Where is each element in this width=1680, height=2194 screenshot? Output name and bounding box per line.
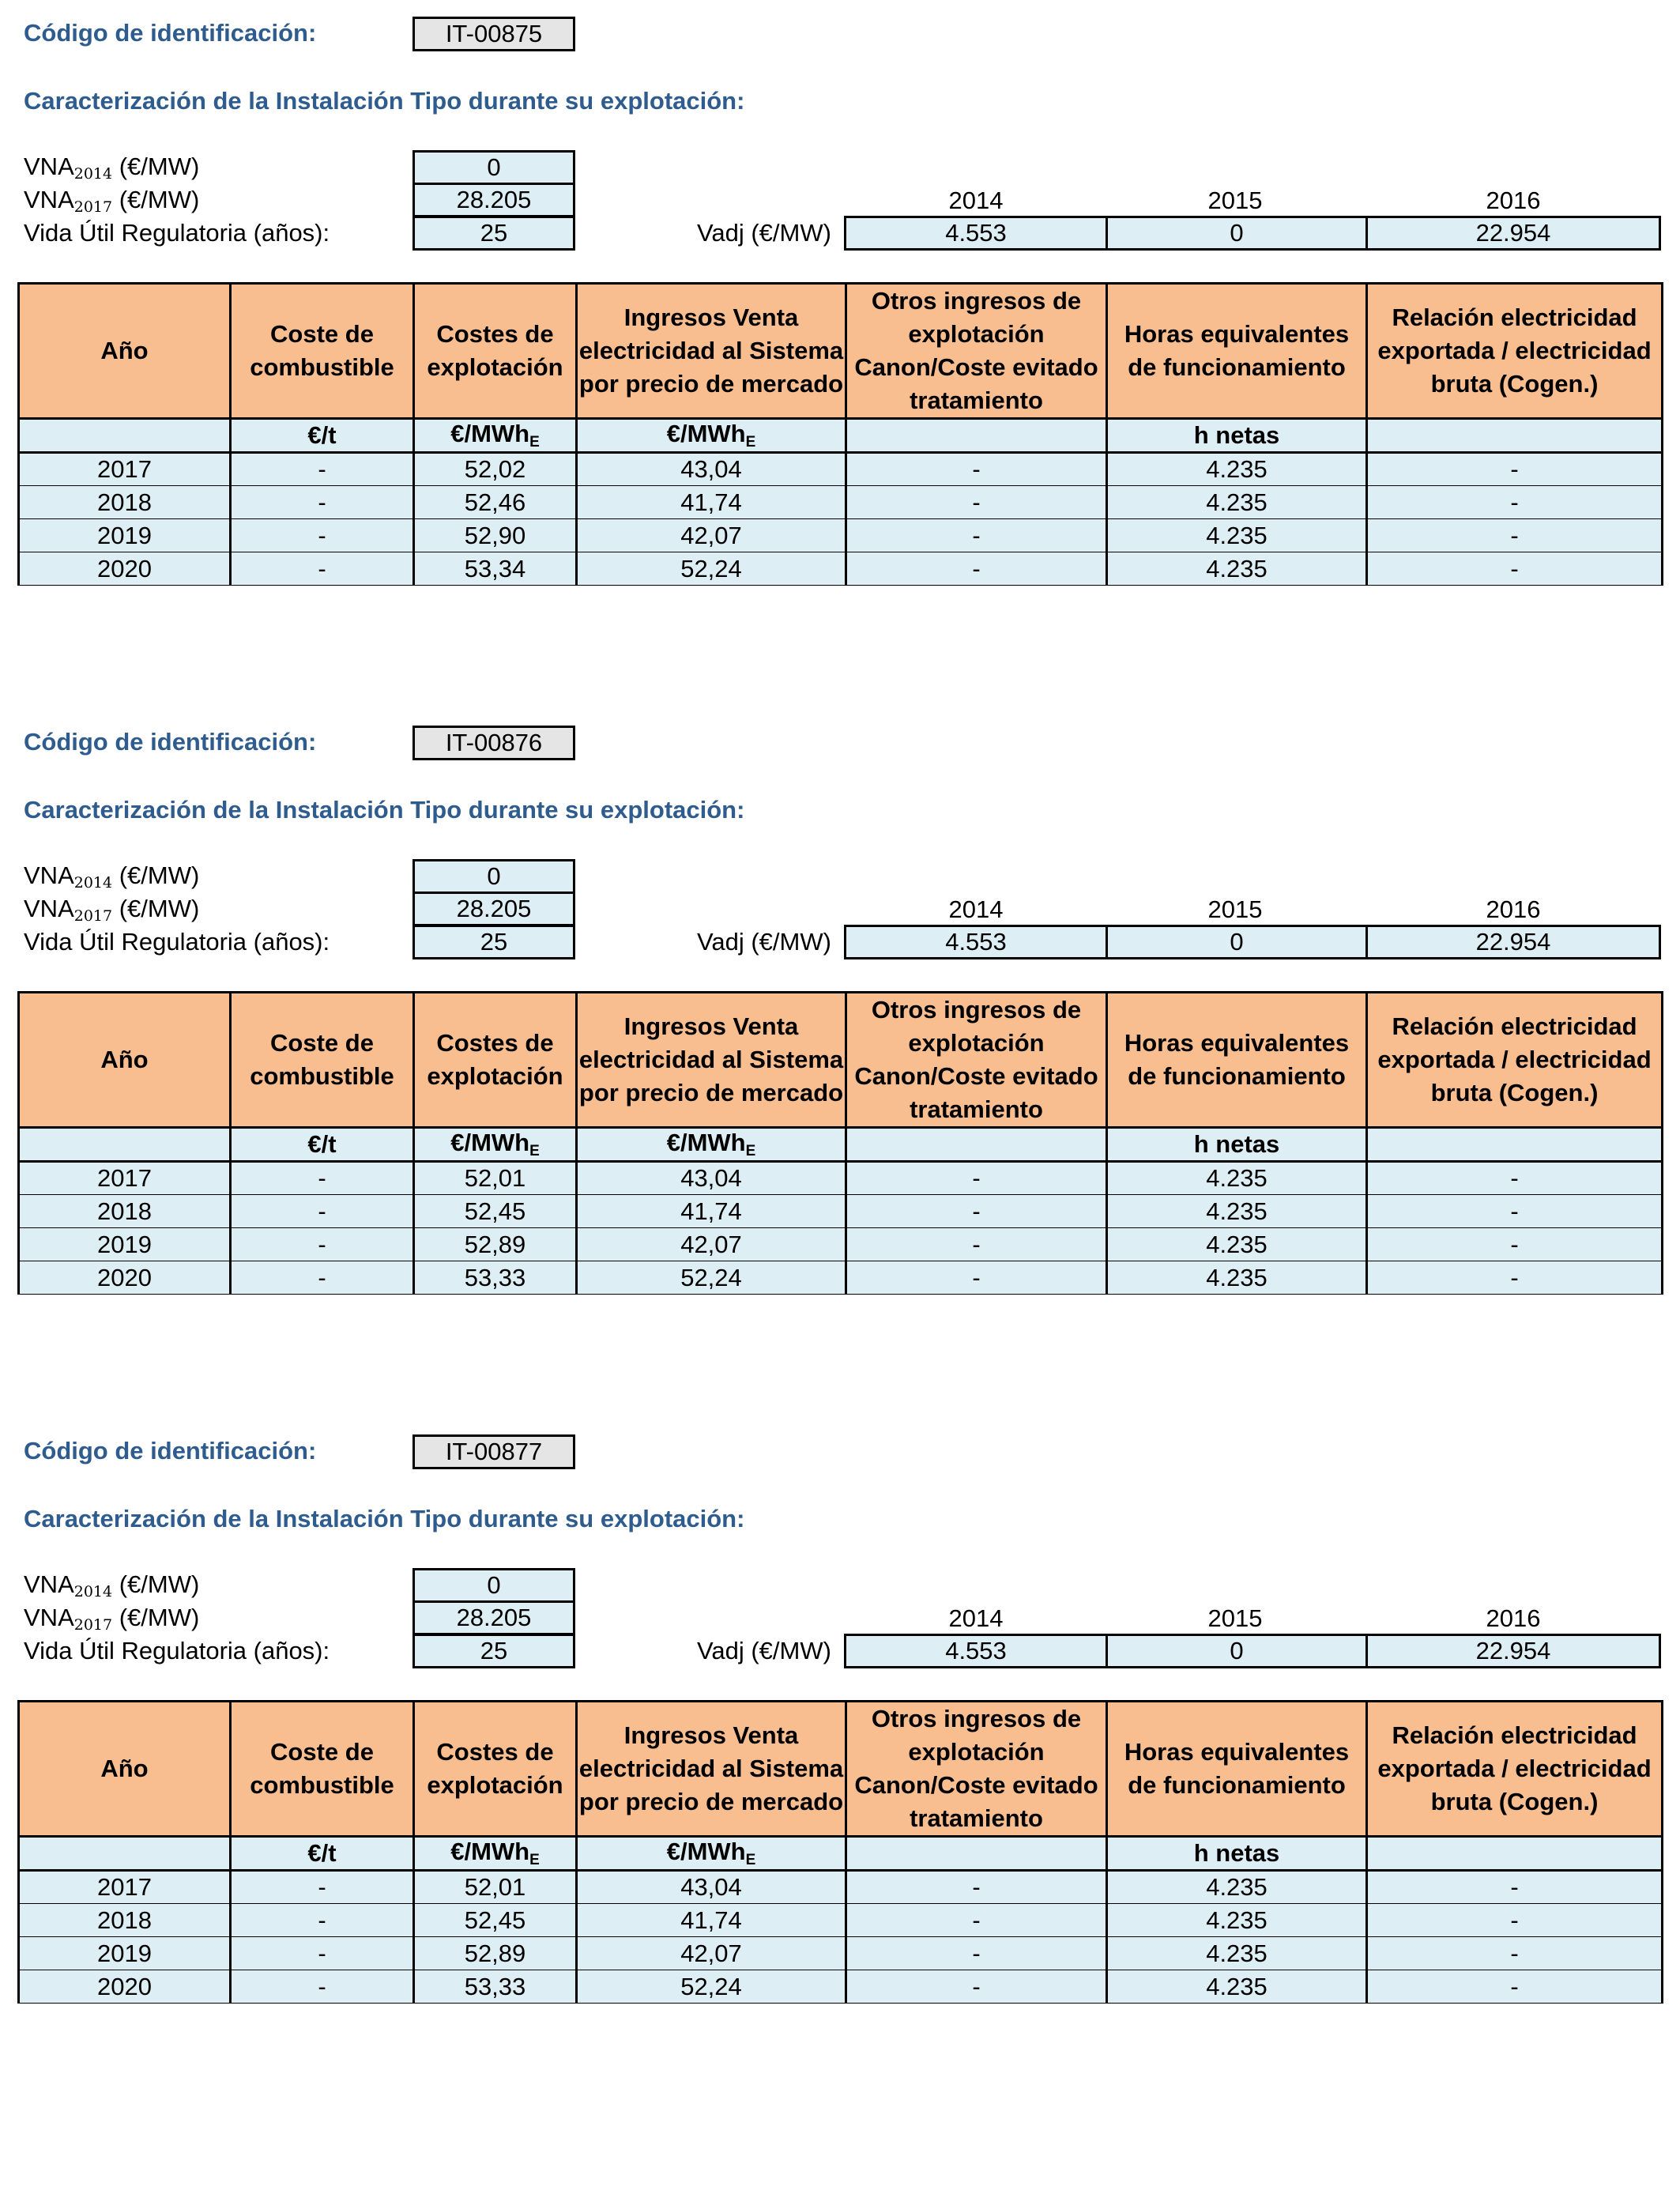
unit-relacion xyxy=(1367,1837,1663,1871)
cell-ingresos: 41,74 xyxy=(577,1195,846,1228)
vadj-2015-value: 0 xyxy=(1106,1634,1368,1668)
unit-combustible: €/t xyxy=(231,419,414,453)
cell-horas: 4.235 xyxy=(1107,1228,1367,1261)
vadj-2016-value: 22.954 xyxy=(1365,216,1661,251)
table-row xyxy=(19,552,1663,586)
cell-ingresos: 52,24 xyxy=(577,1261,846,1295)
unit-combustible: €/t xyxy=(231,1837,414,1871)
cell-otros: - xyxy=(846,1195,1107,1228)
vadj-2016-value: 22.954 xyxy=(1365,925,1661,959)
cell-explotacion: 52,02 xyxy=(414,453,577,486)
cell-horas: 4.235 xyxy=(1107,1195,1367,1228)
vna2014-value: 0 xyxy=(412,1568,575,1603)
cell-otros: - xyxy=(846,1261,1107,1295)
cell-explotacion: 53,33 xyxy=(414,1970,577,2004)
cell-anio: 2017 xyxy=(19,1162,231,1195)
vida-util-label: Vida Útil Regulatoria (años): xyxy=(24,1637,330,1664)
table-row xyxy=(19,1162,1663,1195)
cell-combustible: - xyxy=(231,1904,414,1937)
cell-ingresos: 43,04 xyxy=(577,453,846,486)
vadj-year-2016: 2016 xyxy=(1486,1604,1541,1632)
cell-explotacion: 52,89 xyxy=(414,1937,577,1970)
caracterizacion-heading: Caracterización de la Instalación Tipo durante su explotación: xyxy=(24,796,745,824)
cell-relacion: - xyxy=(1367,519,1663,552)
codigo-value: IT-00876 xyxy=(412,726,575,760)
cell-explotacion: 52,89 xyxy=(414,1228,577,1261)
codigo-value: IT-00875 xyxy=(412,17,575,51)
vida-util-value: 25 xyxy=(412,925,575,959)
table-row xyxy=(19,1261,1663,1295)
vadj-2015-value: 0 xyxy=(1106,925,1368,959)
unit-anio xyxy=(19,1128,231,1162)
cell-horas: 4.235 xyxy=(1107,1970,1367,2004)
vna2017-label: $VNA_{2017}$ (€/MW) xyxy=(24,186,200,216)
cell-relacion: - xyxy=(1367,1904,1663,1937)
vna2017-value: 28.205 xyxy=(412,1600,575,1635)
cell-otros: - xyxy=(846,552,1107,586)
unit-otros xyxy=(846,419,1107,453)
cell-explotacion: 52,90 xyxy=(414,519,577,552)
cell-relacion: - xyxy=(1367,1937,1663,1970)
explotacion-table xyxy=(17,1700,1663,2004)
cell-horas: 4.235 xyxy=(1107,1261,1367,1295)
header-horas-equivalentes: Horas equivalentes de funcionamiento xyxy=(1107,284,1367,419)
cell-horas: 4.235 xyxy=(1107,1904,1367,1937)
unit-relacion xyxy=(1367,419,1663,453)
codigo-label: Código de identificación: xyxy=(24,728,317,756)
header-otros-ingresos: Otros ingresos de explotación Canon/Coste evitado tratamiento xyxy=(846,1702,1107,1837)
vadj-2016-value: 22.954 xyxy=(1365,1634,1661,1668)
cell-combustible: - xyxy=(231,1195,414,1228)
cell-otros: - xyxy=(846,1937,1107,1970)
cell-combustible: - xyxy=(231,1970,414,2004)
header-anio: Año xyxy=(19,1702,231,1837)
table-header-row xyxy=(19,284,1663,419)
codigo-label: Código de identificación: xyxy=(24,19,317,47)
cell-anio: 2020 xyxy=(19,1261,231,1295)
header-otros-ingresos: Otros ingresos de explotación Canon/Coste evitado tratamiento xyxy=(846,284,1107,419)
cell-anio: 2017 xyxy=(19,1871,231,1904)
header-coste-combustible: Coste de combustible xyxy=(231,1702,414,1837)
unit-combustible: €/t xyxy=(231,1128,414,1162)
table-row xyxy=(19,1195,1663,1228)
header-ingresos-venta: Ingresos Venta electricidad al Sistema por precio de mercado xyxy=(577,284,846,419)
unit-explotacion: €/MWh$_E$ xyxy=(414,1837,577,1871)
caracterizacion-heading: Caracterización de la Instalación Tipo durante su explotación: xyxy=(24,1505,745,1532)
cell-ingresos: 43,04 xyxy=(577,1871,846,1904)
unit-horas: h netas xyxy=(1107,1128,1367,1162)
cell-anio: 2020 xyxy=(19,1970,231,2004)
header-horas-equivalentes: Horas equivalentes de funcionamiento xyxy=(1107,993,1367,1128)
vna2014-label: $VNA_{2014}$ (€/MW) xyxy=(24,153,200,183)
table-row xyxy=(19,486,1663,519)
caracterizacion-heading: Caracterización de la Instalación Tipo durante su explotación: xyxy=(24,87,745,115)
cell-otros: - xyxy=(846,1871,1107,1904)
cell-combustible: - xyxy=(231,486,414,519)
cell-ingresos: 42,07 xyxy=(577,519,846,552)
cell-horas: 4.235 xyxy=(1107,453,1367,486)
vida-util-label: Vida Útil Regulatoria (años): xyxy=(24,219,330,247)
header-relacion: Relación electricidad exportada / electricidad bruta (Cogen.) xyxy=(1367,284,1663,419)
cell-combustible: - xyxy=(231,552,414,586)
header-ingresos-venta: Ingresos Venta electricidad al Sistema por precio de mercado xyxy=(577,993,846,1128)
table-header-row xyxy=(19,993,1663,1128)
vadj-year-2015: 2015 xyxy=(1207,187,1263,214)
cell-ingresos: 43,04 xyxy=(577,1162,846,1195)
unit-horas: h netas xyxy=(1107,419,1367,453)
header-coste-combustible: Coste de combustible xyxy=(231,993,414,1128)
table-units-row xyxy=(19,419,1663,453)
vna2017-value: 28.205 xyxy=(412,892,575,926)
cell-ingresos: 42,07 xyxy=(577,1228,846,1261)
cell-anio: 2018 xyxy=(19,1904,231,1937)
cell-relacion: - xyxy=(1367,1871,1663,1904)
table-row xyxy=(19,1228,1663,1261)
cell-combustible: - xyxy=(231,1228,414,1261)
cell-relacion: - xyxy=(1367,1195,1663,1228)
cell-horas: 4.235 xyxy=(1107,1162,1367,1195)
vadj-year-2014: 2014 xyxy=(948,1604,1004,1632)
header-relacion: Relación electricidad exportada / electricidad bruta (Cogen.) xyxy=(1367,993,1663,1128)
cell-anio: 2019 xyxy=(19,1937,231,1970)
codigo-label: Código de identificación: xyxy=(24,1437,317,1465)
table-row xyxy=(19,519,1663,552)
cell-relacion: - xyxy=(1367,1261,1663,1295)
header-costes-explotacion: Costes de explotación xyxy=(414,284,577,419)
cell-combustible: - xyxy=(231,1261,414,1295)
cell-relacion: - xyxy=(1367,1228,1663,1261)
vida-util-value: 25 xyxy=(412,1634,575,1668)
header-ingresos-venta: Ingresos Venta electricidad al Sistema por precio de mercado xyxy=(577,1702,846,1837)
cell-relacion: - xyxy=(1367,486,1663,519)
cell-horas: 4.235 xyxy=(1107,519,1367,552)
vadj-2014-value: 4.553 xyxy=(844,1634,1108,1668)
vna2014-label: $VNA_{2014}$ (€/MW) xyxy=(24,1570,200,1600)
cell-ingresos: 41,74 xyxy=(577,1904,846,1937)
vadj-year-2016: 2016 xyxy=(1486,187,1541,214)
header-coste-combustible: Coste de combustible xyxy=(231,284,414,419)
vadj-year-2015: 2015 xyxy=(1207,895,1263,923)
cell-combustible: - xyxy=(231,519,414,552)
table-row xyxy=(19,1937,1663,1970)
vna2014-value: 0 xyxy=(412,150,575,185)
vna2014-value: 0 xyxy=(412,859,575,894)
cell-explotacion: 52,01 xyxy=(414,1871,577,1904)
cell-otros: - xyxy=(846,1228,1107,1261)
header-relacion: Relación electricidad exportada / electricidad bruta (Cogen.) xyxy=(1367,1702,1663,1837)
installation-block xyxy=(0,1418,1680,2019)
vna2017-label: $VNA_{2017}$ (€/MW) xyxy=(24,1604,200,1634)
table-row xyxy=(19,1904,1663,1937)
unit-horas: h netas xyxy=(1107,1837,1367,1871)
vadj-year-2015: 2015 xyxy=(1207,1604,1263,1632)
vadj-2015-value: 0 xyxy=(1106,216,1368,251)
cell-ingresos: 52,24 xyxy=(577,552,846,586)
vna2017-label: $VNA_{2017}$ (€/MW) xyxy=(24,895,200,925)
vadj-2014-value: 4.553 xyxy=(844,925,1108,959)
cell-anio: 2019 xyxy=(19,1228,231,1261)
cell-explotacion: 52,46 xyxy=(414,486,577,519)
header-costes-explotacion: Costes de explotación xyxy=(414,1702,577,1837)
cell-relacion: - xyxy=(1367,1970,1663,2004)
cell-ingresos: 52,24 xyxy=(577,1970,846,2004)
vna2017-value: 28.205 xyxy=(412,183,575,217)
cell-ingresos: 41,74 xyxy=(577,486,846,519)
vna2014-label: $VNA_{2014}$ (€/MW) xyxy=(24,861,200,892)
vida-util-value: 25 xyxy=(412,216,575,251)
cell-horas: 4.235 xyxy=(1107,486,1367,519)
cell-otros: - xyxy=(846,1904,1107,1937)
installation-block xyxy=(0,709,1680,1310)
cell-combustible: - xyxy=(231,1871,414,1904)
table-header-row xyxy=(19,1702,1663,1837)
unit-explotacion: €/MWh$_E$ xyxy=(414,419,577,453)
cell-otros: - xyxy=(846,1970,1107,2004)
cell-explotacion: 53,33 xyxy=(414,1261,577,1295)
unit-ingresos: €/MWh$_E$ xyxy=(577,1128,846,1162)
cell-otros: - xyxy=(846,453,1107,486)
installation-block xyxy=(0,0,1680,601)
cell-relacion: - xyxy=(1367,1162,1663,1195)
vadj-label: Vadj (€/MW) xyxy=(697,1637,831,1664)
cell-relacion: - xyxy=(1367,552,1663,586)
vadj-year-2016: 2016 xyxy=(1486,895,1541,923)
codigo-value: IT-00877 xyxy=(412,1434,575,1469)
table-row xyxy=(19,453,1663,486)
vida-util-label: Vida Útil Regulatoria (años): xyxy=(24,928,330,956)
cell-anio: 2018 xyxy=(19,486,231,519)
vadj-label: Vadj (€/MW) xyxy=(697,219,831,247)
header-anio: Año xyxy=(19,993,231,1128)
cell-anio: 2019 xyxy=(19,519,231,552)
unit-ingresos: €/MWh$_E$ xyxy=(577,419,846,453)
vadj-2014-value: 4.553 xyxy=(844,216,1108,251)
vadj-year-2014: 2014 xyxy=(948,895,1004,923)
table-units-row xyxy=(19,1837,1663,1871)
cell-explotacion: 53,34 xyxy=(414,552,577,586)
cell-explotacion: 52,45 xyxy=(414,1195,577,1228)
unit-anio xyxy=(19,419,231,453)
cell-relacion: - xyxy=(1367,453,1663,486)
unit-otros xyxy=(846,1128,1107,1162)
header-otros-ingresos: Otros ingresos de explotación Canon/Coste evitado tratamiento xyxy=(846,993,1107,1128)
table-row xyxy=(19,1871,1663,1904)
vadj-label: Vadj (€/MW) xyxy=(697,928,831,956)
header-anio: Año xyxy=(19,284,231,419)
table-row xyxy=(19,1970,1663,2004)
explotacion-table xyxy=(17,282,1663,586)
cell-combustible: - xyxy=(231,1937,414,1970)
header-horas-equivalentes: Horas equivalentes de funcionamiento xyxy=(1107,1702,1367,1837)
cell-otros: - xyxy=(846,519,1107,552)
cell-otros: - xyxy=(846,1162,1107,1195)
cell-combustible: - xyxy=(231,453,414,486)
cell-horas: 4.235 xyxy=(1107,1937,1367,1970)
cell-combustible: - xyxy=(231,1162,414,1195)
cell-explotacion: 52,01 xyxy=(414,1162,577,1195)
cell-anio: 2020 xyxy=(19,552,231,586)
cell-ingresos: 42,07 xyxy=(577,1937,846,1970)
unit-ingresos: €/MWh$_E$ xyxy=(577,1837,846,1871)
cell-horas: 4.235 xyxy=(1107,552,1367,586)
cell-otros: - xyxy=(846,486,1107,519)
cell-horas: 4.235 xyxy=(1107,1871,1367,1904)
unit-anio xyxy=(19,1837,231,1871)
header-costes-explotacion: Costes de explotación xyxy=(414,993,577,1128)
unit-relacion xyxy=(1367,1128,1663,1162)
vadj-year-2014: 2014 xyxy=(948,187,1004,214)
table-units-row xyxy=(19,1128,1663,1162)
cell-anio: 2017 xyxy=(19,453,231,486)
cell-anio: 2018 xyxy=(19,1195,231,1228)
unit-explotacion: €/MWh$_E$ xyxy=(414,1128,577,1162)
explotacion-table xyxy=(17,991,1663,1295)
cell-explotacion: 52,45 xyxy=(414,1904,577,1937)
unit-otros xyxy=(846,1837,1107,1871)
